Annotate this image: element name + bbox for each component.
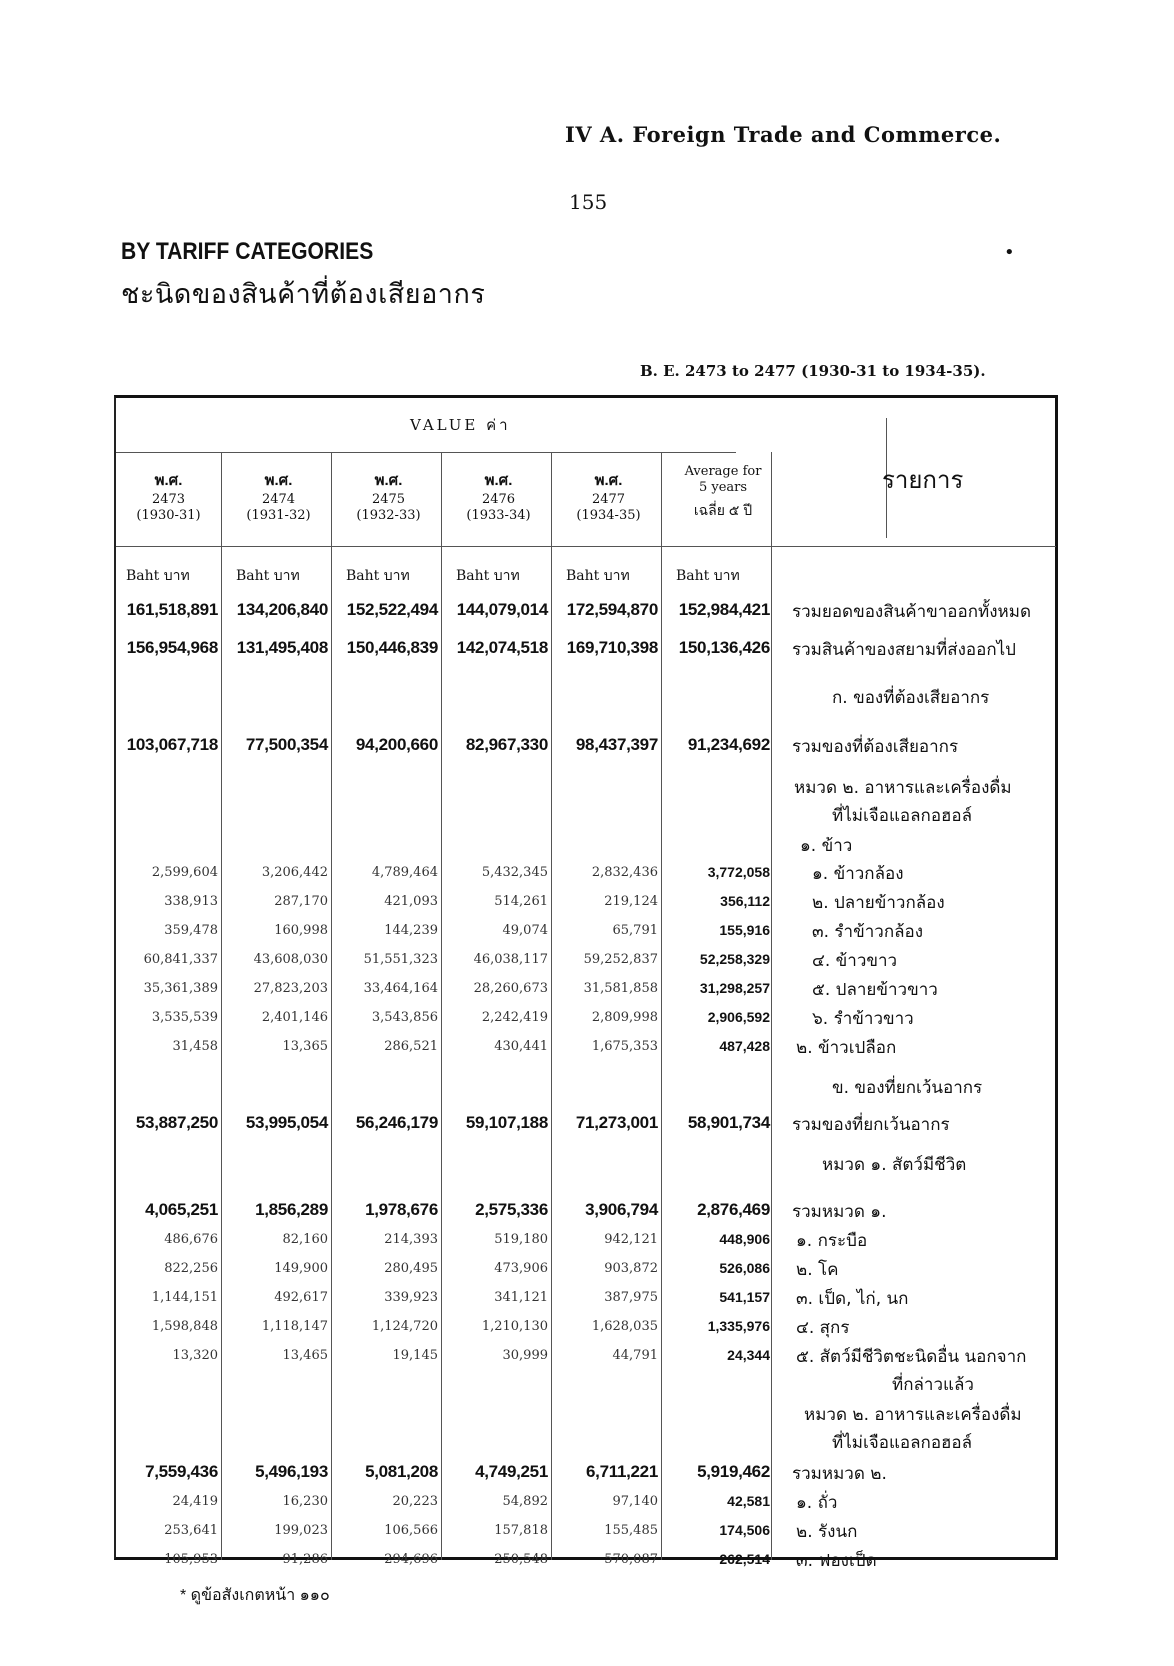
table-cell: 387,975 bbox=[604, 1290, 658, 1305]
table-cell: 161,518,891 bbox=[126, 600, 218, 619]
table-cell: 6,711,221 bbox=[586, 1462, 658, 1481]
row-label: หมวด ๒. อาหารและเครื่องดื่ม bbox=[804, 1405, 1022, 1425]
table-cell: 570,087 bbox=[604, 1552, 658, 1567]
table-cell: 5,496,193 bbox=[255, 1462, 328, 1481]
table-cell: 103,067,718 bbox=[126, 735, 218, 754]
row-label: ก. ของที่ต้องเสียอากร bbox=[832, 688, 990, 708]
row-label: ๔. สุกร bbox=[796, 1318, 850, 1338]
table-cell: 2,575,336 bbox=[475, 1200, 548, 1219]
table-cell: 28,260,673 bbox=[473, 981, 548, 996]
table-cell: 20,223 bbox=[392, 1494, 438, 1509]
column-divider bbox=[331, 452, 332, 1560]
average-cell: 3,772,058 bbox=[707, 864, 770, 880]
row-label: ที่ไม่เจือแอลกอฮอล์ bbox=[832, 806, 973, 826]
unit-label: Baht บาท bbox=[566, 568, 630, 584]
table-cell: 31,458 bbox=[172, 1039, 218, 1054]
table-cell: 1,210,130 bbox=[481, 1319, 548, 1334]
row-label: ๒. ปลายข้าวกล้อง bbox=[812, 893, 945, 913]
title-thai: ชะนิดของสินค้าที่ต้องเสียอากร bbox=[121, 279, 486, 309]
row-label: ๑. กระบือ bbox=[796, 1231, 868, 1251]
column-year: 2476 bbox=[481, 492, 516, 507]
table-cell: 54,892 bbox=[502, 1494, 548, 1509]
table-cell: 134,206,840 bbox=[236, 600, 328, 619]
row-label: ๑. ถั่ว bbox=[796, 1493, 838, 1513]
table-cell: 199,023 bbox=[274, 1523, 328, 1538]
page-number: 155 bbox=[569, 190, 608, 214]
table-cell: 56,246,179 bbox=[355, 1113, 438, 1132]
table-cell: 94,200,660 bbox=[355, 735, 438, 754]
table-cell: 4,749,251 bbox=[475, 1462, 548, 1481]
table-cell: 486,676 bbox=[164, 1232, 218, 1247]
table-cell: 49,074 bbox=[502, 923, 548, 938]
table-cell: 33,464,164 bbox=[363, 981, 438, 996]
table-cell: 514,261 bbox=[494, 894, 548, 909]
column-period: (1934-35) bbox=[576, 508, 641, 523]
column-header-2475 bbox=[336, 468, 441, 524]
column-header-2474 bbox=[226, 468, 331, 524]
table-cell: 150,446,839 bbox=[346, 638, 438, 657]
table-cell: 16,230 bbox=[282, 1494, 328, 1509]
table-cell: 3,535,539 bbox=[151, 1010, 218, 1025]
average-cell: 2,906,592 bbox=[707, 1009, 770, 1025]
row-label: ที่ไม่เจือแอลกอฮอล์ bbox=[832, 1433, 973, 1453]
table-cell: 19,145 bbox=[392, 1348, 438, 1363]
table-cell: 3,543,856 bbox=[371, 1010, 438, 1025]
table-cell: 65,791 bbox=[612, 923, 658, 938]
table-cell: 172,594,870 bbox=[566, 600, 658, 619]
table-cell: 421,093 bbox=[384, 894, 438, 909]
average-cell: 487,428 bbox=[719, 1038, 770, 1054]
row-label: ๑. ข้าวกล้อง bbox=[812, 864, 904, 884]
average-cell: 91,234,692 bbox=[687, 735, 770, 754]
table-cell: 1,598,848 bbox=[151, 1319, 218, 1334]
column-header-average bbox=[668, 464, 778, 518]
table-cell: 1,144,151 bbox=[151, 1290, 218, 1305]
average-cell: 31,298,257 bbox=[699, 980, 770, 996]
row-label: ๓. ฟองเป็ด bbox=[796, 1551, 877, 1571]
column-era: พ.ศ. bbox=[264, 472, 293, 489]
table-cell: 24,419 bbox=[172, 1494, 218, 1509]
table-cell: 492,617 bbox=[274, 1290, 328, 1305]
column-divider bbox=[771, 452, 772, 1560]
unit-label: Baht บาท bbox=[456, 568, 520, 584]
column-year: 2475 bbox=[371, 492, 406, 507]
table-cell: 2,809,998 bbox=[591, 1010, 658, 1025]
column-divider bbox=[441, 452, 442, 1560]
row-label: ๕. ปลายข้าวขาว bbox=[812, 980, 938, 1000]
date-range: B. E. 2473 to 2477 (1930-31 to 1934-35). bbox=[640, 362, 986, 380]
section-header: IV A. Foreign Trade and Commerce. bbox=[565, 122, 1002, 147]
column-header-2476 bbox=[446, 468, 551, 524]
table-cell: 903,872 bbox=[604, 1261, 658, 1276]
table-cell: 5,432,345 bbox=[481, 865, 548, 880]
table-cell: 31,581,858 bbox=[583, 981, 658, 996]
avg-line-3: เฉลี่ย ๕ ปี bbox=[693, 502, 753, 518]
table-cell: 473,906 bbox=[494, 1261, 548, 1276]
average-cell: 58,901,734 bbox=[687, 1113, 770, 1132]
column-era: พ.ศ. bbox=[484, 472, 513, 489]
table-cell: 287,170 bbox=[274, 894, 328, 909]
table-cell: 82,967,330 bbox=[465, 735, 548, 754]
header-divider bbox=[116, 452, 736, 453]
table-cell: 43,608,030 bbox=[253, 952, 328, 967]
average-cell: 155,916 bbox=[719, 922, 770, 938]
row-label: รวมหมวด ๒. bbox=[792, 1464, 887, 1484]
row-label: ๒. โค bbox=[796, 1260, 839, 1280]
table-cell: 160,998 bbox=[274, 923, 328, 938]
average-cell: 174,506 bbox=[719, 1522, 770, 1538]
row-label: ๕. สัตว์มีชีวิตชะนิดอื่น นอกจาก bbox=[796, 1347, 1027, 1367]
table-cell: 2,401,146 bbox=[261, 1010, 328, 1025]
table-cell: 149,900 bbox=[274, 1261, 328, 1276]
unit-label: Baht บาท bbox=[346, 568, 410, 584]
average-cell: 24,344 bbox=[727, 1347, 770, 1363]
average-cell: 150,136,426 bbox=[678, 638, 770, 657]
table-cell: 106,566 bbox=[384, 1523, 438, 1538]
average-cell: 1,335,976 bbox=[707, 1318, 770, 1334]
average-cell: 52,258,329 bbox=[699, 951, 770, 967]
table-cell: 60,841,337 bbox=[143, 952, 218, 967]
average-cell: 526,086 bbox=[719, 1260, 770, 1276]
table-cell: 3,906,794 bbox=[585, 1200, 658, 1219]
table-cell: 5,081,208 bbox=[365, 1462, 438, 1481]
average-cell: 262,514 bbox=[719, 1551, 770, 1567]
column-year: 2473 bbox=[151, 492, 186, 507]
header-bottom-rule bbox=[116, 546, 1056, 547]
table-cell: 30,999 bbox=[502, 1348, 548, 1363]
unit-label: Baht บาท bbox=[236, 568, 300, 584]
row-label: รวมยอดของสินค้าขาออกทั้งหมด bbox=[792, 602, 1031, 622]
column-era: พ.ศ. bbox=[374, 472, 403, 489]
table-cell: 77,500,354 bbox=[245, 735, 328, 754]
table-cell: 157,818 bbox=[494, 1523, 548, 1538]
table-cell: 359,478 bbox=[164, 923, 218, 938]
table-cell: 1,675,353 bbox=[591, 1039, 658, 1054]
table-cell: 7,559,436 bbox=[145, 1462, 218, 1481]
table-cell: 2,832,436 bbox=[591, 865, 658, 880]
row-label: ๓. เป็ด, ไก่, นก bbox=[796, 1289, 909, 1309]
column-header-2473 bbox=[116, 468, 221, 524]
column-era: พ.ศ. bbox=[154, 472, 183, 489]
table-cell: 280,495 bbox=[384, 1261, 438, 1276]
table-cell: 2,599,604 bbox=[151, 865, 218, 880]
table-cell: 250,548 bbox=[494, 1552, 548, 1567]
table-cell: 430,441 bbox=[494, 1039, 548, 1054]
table-cell: 53,995,054 bbox=[245, 1113, 328, 1132]
row-label: หมวด ๑. สัตว์มีชีวิต bbox=[822, 1155, 967, 1175]
average-cell: 541,157 bbox=[719, 1289, 770, 1305]
table-cell: 286,521 bbox=[384, 1039, 438, 1054]
row-label: ที่กล่าวแล้ว bbox=[892, 1375, 974, 1395]
table-cell: 214,393 bbox=[384, 1232, 438, 1247]
column-period: (1933-34) bbox=[466, 508, 531, 523]
table-cell: 105,953 bbox=[164, 1552, 218, 1567]
table-cell: 97,140 bbox=[612, 1494, 658, 1509]
table-cell: 219,124 bbox=[604, 894, 658, 909]
table-cell: 1,124,720 bbox=[371, 1319, 438, 1334]
table-cell: 27,823,203 bbox=[253, 981, 328, 996]
average-cell: 356,112 bbox=[720, 893, 770, 909]
row-label: ๑. ข้าว bbox=[800, 836, 853, 856]
table-cell: 144,079,014 bbox=[456, 600, 548, 619]
column-period: (1932-33) bbox=[356, 508, 421, 523]
column-period: (1930-31) bbox=[136, 508, 201, 523]
table-cell: 13,465 bbox=[282, 1348, 328, 1363]
row-label: ๖. รำข้าวขาว bbox=[812, 1009, 914, 1029]
table-cell: 91,286 bbox=[282, 1552, 328, 1567]
row-label: ๓. รำข้าวกล้อง bbox=[812, 922, 924, 942]
value-label: VALUE ค่า bbox=[410, 416, 511, 434]
title-english: BY TARIFF CATEGORIES bbox=[121, 238, 374, 265]
table-cell: 82,160 bbox=[282, 1232, 328, 1247]
column-divider bbox=[661, 452, 662, 1560]
average-cell: 5,919,462 bbox=[697, 1462, 770, 1481]
table-cell: 144,239 bbox=[384, 923, 438, 938]
row-label: ๔. ข้าวขาว bbox=[812, 951, 898, 971]
column-divider bbox=[221, 452, 222, 1560]
table-cell: 3,206,442 bbox=[261, 865, 328, 880]
table-cell: 156,954,968 bbox=[126, 638, 218, 657]
unit-label: Baht บาท bbox=[676, 568, 740, 584]
row-label: รวมของที่ต้องเสียอากร bbox=[792, 737, 959, 757]
row-label: ๒. รังนก bbox=[796, 1522, 858, 1542]
average-cell: 448,906 bbox=[719, 1231, 770, 1247]
table-cell: 169,710,398 bbox=[566, 638, 658, 657]
row-label: หมวด ๒. อาหารและเครื่องดื่ม bbox=[794, 778, 1012, 798]
row-label: ข. ของที่ยกเว้นอากร bbox=[832, 1078, 983, 1098]
table-cell: 131,495,408 bbox=[236, 638, 328, 657]
avg-line-2: 5 years bbox=[698, 480, 748, 495]
table-cell: 51,551,323 bbox=[363, 952, 438, 967]
table-cell: 2,242,419 bbox=[481, 1010, 548, 1025]
row-label: รวมของที่ยกเว้นอากร bbox=[792, 1115, 950, 1135]
table-cell: 338,913 bbox=[164, 894, 218, 909]
table-cell: 142,074,518 bbox=[456, 638, 548, 657]
table-cell: 46,038,117 bbox=[473, 952, 548, 967]
table-cell: 1,856,289 bbox=[255, 1200, 328, 1219]
table-cell: 35,361,389 bbox=[143, 981, 218, 996]
table-cell: 13,320 bbox=[172, 1348, 218, 1363]
table-cell: 519,180 bbox=[494, 1232, 548, 1247]
table-cell: 942,121 bbox=[604, 1232, 658, 1247]
table-cell: 341,121 bbox=[494, 1290, 548, 1305]
table-cell: 1,118,147 bbox=[261, 1319, 328, 1334]
average-cell: 152,984,421 bbox=[678, 600, 770, 619]
items-column-header: รายการ bbox=[882, 467, 964, 494]
stray-mark: • bbox=[1004, 242, 1015, 263]
avg-line-1: Average for bbox=[684, 464, 762, 479]
table-cell: 71,273,001 bbox=[575, 1113, 658, 1132]
table-cell: 822,256 bbox=[164, 1261, 218, 1276]
table-cell: 59,252,837 bbox=[583, 952, 658, 967]
table-cell: 1,628,035 bbox=[591, 1319, 658, 1334]
table-cell: 339,923 bbox=[384, 1290, 438, 1305]
table-cell: 1,978,676 bbox=[365, 1200, 438, 1219]
unit-label: Baht บาท bbox=[126, 568, 190, 584]
column-era: พ.ศ. bbox=[594, 472, 623, 489]
column-divider bbox=[551, 452, 552, 1560]
table-cell: 44,791 bbox=[612, 1348, 658, 1363]
table-cell: 59,107,188 bbox=[465, 1113, 548, 1132]
table-cell: 152,522,494 bbox=[346, 600, 438, 619]
table-cell: 253,641 bbox=[164, 1523, 218, 1538]
table-cell: 13,365 bbox=[282, 1039, 328, 1054]
row-label: รวมสินค้าของสยามที่ส่งออกไป bbox=[792, 640, 1016, 660]
table-cell: 294,696 bbox=[384, 1552, 438, 1567]
row-label: รวมหมวด ๑. bbox=[792, 1202, 887, 1222]
table-cell: 98,437,397 bbox=[575, 735, 658, 754]
column-year: 2474 bbox=[261, 492, 296, 507]
table-cell: 155,485 bbox=[604, 1523, 658, 1538]
column-header-2477 bbox=[556, 468, 661, 524]
table-cell: 53,887,250 bbox=[135, 1113, 218, 1132]
column-period: (1931-32) bbox=[246, 508, 311, 523]
table-cell: 4,789,464 bbox=[371, 865, 438, 880]
footnote: * ดูข้อสังเกตหน้า ๑๑๐ bbox=[180, 1587, 330, 1604]
average-cell: 2,876,469 bbox=[697, 1200, 770, 1219]
average-cell: 42,581 bbox=[727, 1493, 770, 1509]
table-cell: 4,065,251 bbox=[145, 1200, 218, 1219]
row-label: ๒. ข้าวเปลือก bbox=[796, 1038, 897, 1058]
column-year: 2477 bbox=[591, 492, 626, 507]
